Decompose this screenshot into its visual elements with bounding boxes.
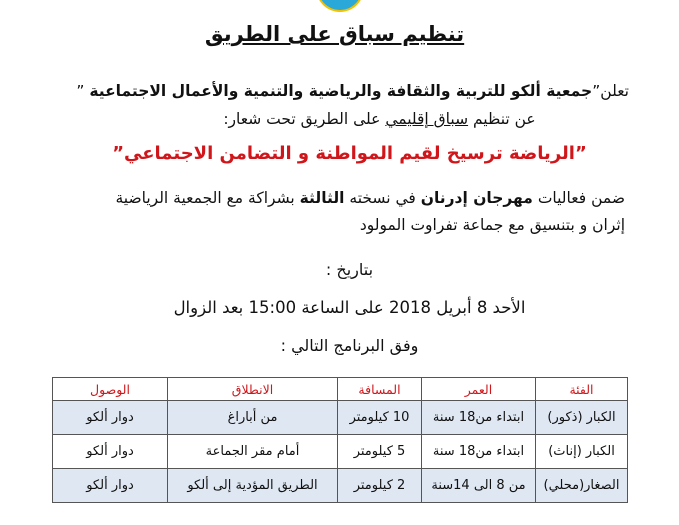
program-table bbox=[52, 377, 628, 503]
race-type: سباق إقليمي bbox=[385, 110, 469, 128]
header-arrival: الوصول bbox=[53, 378, 168, 401]
cell-distance: 10 كيلومتر bbox=[338, 401, 422, 435]
slogan: ”الرياضة ترسيخ لقيم المواطنة و التضامن الاجتماعي” bbox=[112, 143, 587, 164]
cell-start: من أباراغ bbox=[168, 401, 338, 435]
table-row bbox=[53, 469, 628, 503]
header-start: الانطلاق bbox=[168, 378, 338, 401]
header-distance: المسافة bbox=[338, 378, 422, 401]
paragraph-part-3: بشراكة مع الجمعية الرياضية bbox=[115, 189, 300, 207]
intro-line-2 bbox=[0, 110, 679, 128]
intro-line-2-before: عن تنظيم bbox=[468, 110, 536, 128]
table-row bbox=[53, 401, 628, 435]
intro-line-1 bbox=[0, 82, 629, 100]
cell-age: من 8 الى 14سنة bbox=[422, 469, 536, 503]
cell-arrival: دوار ألكو bbox=[53, 401, 168, 435]
edition-number: الثالثة bbox=[299, 189, 345, 207]
cell-category: الصغار(محلي) bbox=[536, 469, 628, 503]
cell-arrival: دوار ألكو bbox=[53, 469, 168, 503]
cell-start: الطريق المؤدية إلى ألكو bbox=[168, 469, 338, 503]
event-date: الأحد 8 أبريل 2018 على الساعة 15:00 بعد الزوال bbox=[173, 298, 526, 317]
cell-distance: 5 كيلومتر bbox=[338, 435, 422, 469]
intro-line-2-after: على الطريق تحت شعار: bbox=[223, 110, 386, 128]
cell-age: ابتداء من18 سنة bbox=[422, 401, 536, 435]
cell-arrival: دوار ألكو bbox=[53, 435, 168, 469]
table-header-row bbox=[53, 378, 628, 401]
logo-icon bbox=[316, 0, 364, 12]
page-title: تنظيم سباق على الطريق bbox=[204, 22, 465, 46]
header-age: العمر bbox=[422, 378, 536, 401]
header-category: الفئة bbox=[536, 378, 628, 401]
cell-category: الكبار (ذكور) bbox=[536, 401, 628, 435]
cell-distance: 2 كيلومتر bbox=[338, 469, 422, 503]
cell-start: أمام مقر الجماعة bbox=[168, 435, 338, 469]
intro-prefix: تعلن” bbox=[592, 82, 629, 100]
festival-name: مهرجان إدرنان bbox=[420, 189, 533, 207]
paragraph-part-2: في نسخته bbox=[344, 189, 421, 207]
paragraph-part-1: ضمن فعاليات bbox=[532, 189, 625, 207]
table-row bbox=[53, 435, 628, 469]
program-label: وفق البرنامج التالي : bbox=[280, 336, 419, 355]
paragraph-line-1 bbox=[0, 189, 625, 207]
cell-category: الكبار (إناث) bbox=[536, 435, 628, 469]
organization-name: جمعية ألكو للتربية والثقافة والرياضية والتنمية والأعمال الاجتماعية bbox=[89, 82, 593, 100]
intro-suffix: ” bbox=[76, 82, 90, 100]
paragraph-line-2: إثران و بتنسيق مع جماعة تفراوت المولود bbox=[359, 216, 625, 234]
date-label: بتاريخ : bbox=[325, 260, 374, 279]
cell-age: ابتداء من18 سنة bbox=[422, 435, 536, 469]
